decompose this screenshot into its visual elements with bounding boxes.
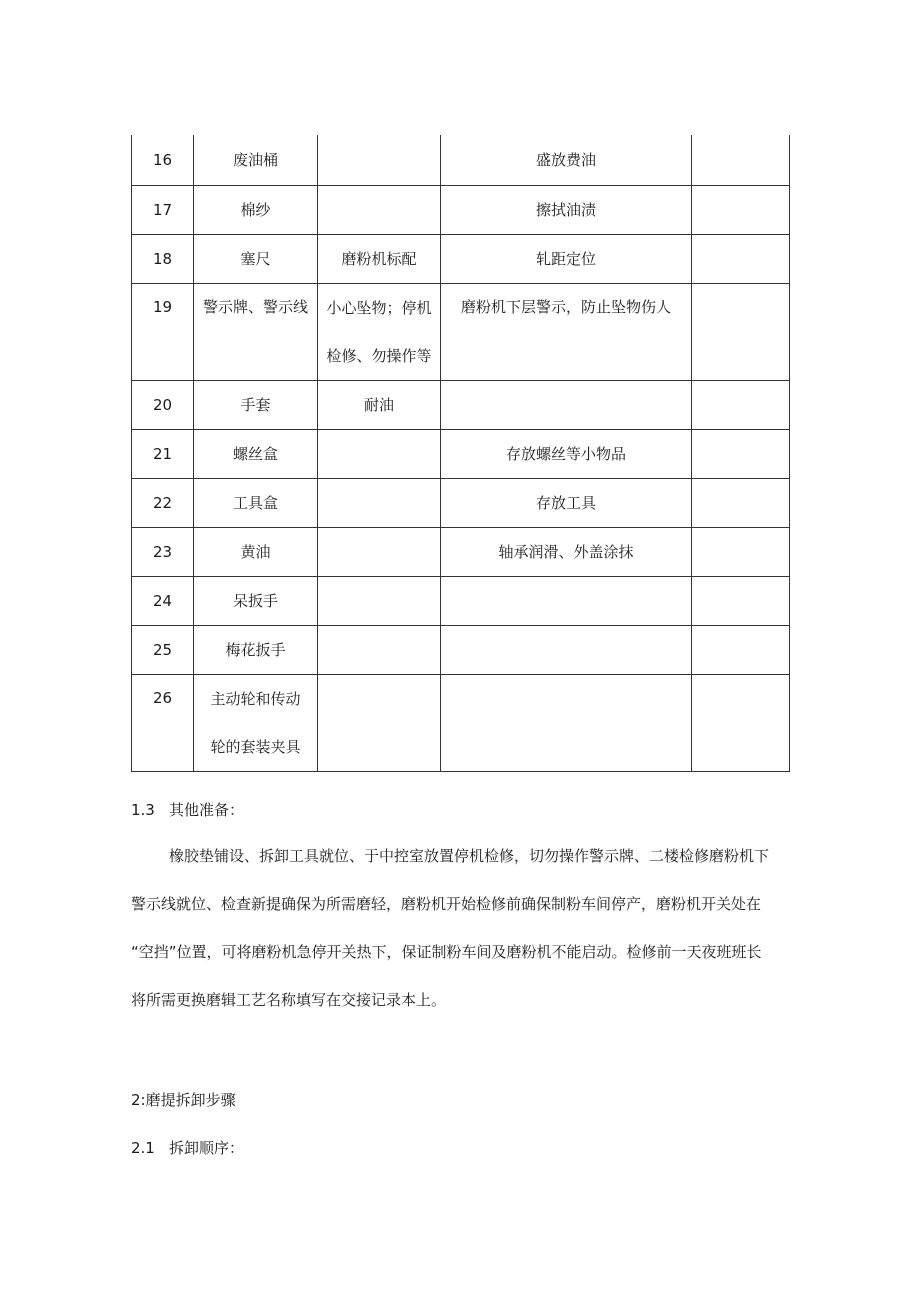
- tool-spec: [318, 429, 441, 478]
- table-row: [132, 380, 790, 429]
- paragraph-line: 橡胶垫铺设、拆卸工具就位、于中控室放置停机检修，切勿操作警示牌、二楼检修磨粉机下: [169, 847, 770, 865]
- table-row: [132, 527, 790, 576]
- tool-spec: [318, 625, 441, 674]
- table-row: [132, 135, 790, 185]
- tool-spec: 耐油: [318, 380, 441, 429]
- row-number: 19: [132, 283, 194, 380]
- tool-remark: [692, 625, 790, 674]
- tool-purpose: [441, 576, 692, 625]
- tool-purpose: 擦拭油渍: [441, 185, 692, 234]
- tool-name-line: 轮的套装夹具: [210, 737, 301, 756]
- tool-purpose: 存放螺丝等小物品: [441, 429, 692, 478]
- tool-remark: [692, 234, 790, 283]
- paragraph-line: 警示线就位、检查新提确保为所需磨轻，磨粉机开始检修前确保制粉车间停产，磨粉机开关处在: [131, 895, 762, 913]
- tool-spec-line: 检修、勿操作等: [326, 346, 432, 365]
- tool-purpose: 存放工具: [441, 478, 692, 527]
- row-number: 21: [132, 429, 194, 478]
- tool-purpose: [441, 674, 692, 771]
- tool-spec: [318, 135, 441, 185]
- table-row: [132, 185, 790, 234]
- tool-spec: [318, 576, 441, 625]
- tool-name: 警示牌、警示线: [194, 283, 318, 380]
- tool-name: [194, 674, 318, 771]
- tool-remark: [692, 429, 790, 478]
- table-row: [132, 576, 790, 625]
- table-row: [132, 674, 790, 771]
- tool-remark: [692, 283, 790, 380]
- tool-remark: [692, 576, 790, 625]
- row-number: 26: [132, 674, 194, 771]
- tool-name: 塞尺: [194, 234, 318, 283]
- tool-spec: [318, 185, 441, 234]
- table-row: [132, 625, 790, 674]
- preparation-paragraph: [131, 832, 791, 1024]
- section-title: 其他准备：: [169, 801, 245, 819]
- tool-name: 呆扳手: [194, 576, 318, 625]
- section-number: 1.3: [131, 801, 155, 819]
- tool-name: 废油桶: [194, 135, 318, 185]
- row-number: 24: [132, 576, 194, 625]
- table-row: [132, 478, 790, 527]
- section-heading-2: [131, 1090, 236, 1110]
- tool-remark: [692, 478, 790, 527]
- tool-purpose: [441, 625, 692, 674]
- tool-purpose: 盛放费油: [441, 135, 692, 185]
- row-number: 17: [132, 185, 194, 234]
- tool-purpose: 磨粉机下层警示，防止坠物伤人: [441, 283, 692, 380]
- tool-name-line: 主动轮和传动: [210, 689, 301, 708]
- tool-name: 工具盒: [194, 478, 318, 527]
- tool-purpose: [441, 380, 692, 429]
- section-title: 2:磨提拆卸步骤: [131, 1091, 236, 1109]
- tool-remark: [692, 135, 790, 185]
- tool-name: 黄油: [194, 527, 318, 576]
- tool-remark: [692, 527, 790, 576]
- tool-name: 棉纱: [194, 185, 318, 234]
- tool-purpose: 轴承润滑、外盖涂抹: [441, 527, 692, 576]
- section-title: 拆卸顺序：: [169, 1139, 245, 1157]
- tool-list-table: [131, 135, 790, 772]
- tool-spec: [318, 478, 441, 527]
- tool-spec: [318, 527, 441, 576]
- paragraph-line: “空挡”位置，可将磨粉机急停开关热下，保证制粉车间及磨粉机不能启动。检修前一天夜班班长: [131, 943, 762, 961]
- tool-spec: 磨粉机标配: [318, 234, 441, 283]
- tool-spec: [318, 283, 441, 380]
- tool-name: 梅花扳手: [194, 625, 318, 674]
- section-heading-1-3: [131, 800, 244, 820]
- tool-remark: [692, 380, 790, 429]
- table-row: [132, 429, 790, 478]
- tool-name: 螺丝盒: [194, 429, 318, 478]
- row-number: 16: [132, 135, 194, 185]
- row-number: 20: [132, 380, 194, 429]
- row-number: 22: [132, 478, 194, 527]
- paragraph-line: 将所需更换磨辑工艺名称填写在交接记录本上。: [131, 991, 447, 1009]
- table-row: [132, 283, 790, 380]
- section-heading-2-1: [131, 1138, 244, 1158]
- table-row: [132, 234, 790, 283]
- row-number: 18: [132, 234, 194, 283]
- tool-purpose: 轧距定位: [441, 234, 692, 283]
- tool-spec-line: 小心坠物；停机: [326, 298, 432, 317]
- tool-remark: [692, 674, 790, 771]
- row-number: 23: [132, 527, 194, 576]
- tool-remark: [692, 185, 790, 234]
- row-number: 25: [132, 625, 194, 674]
- section-number: 2.1: [131, 1139, 155, 1157]
- tool-name: 手套: [194, 380, 318, 429]
- tool-spec: [318, 674, 441, 771]
